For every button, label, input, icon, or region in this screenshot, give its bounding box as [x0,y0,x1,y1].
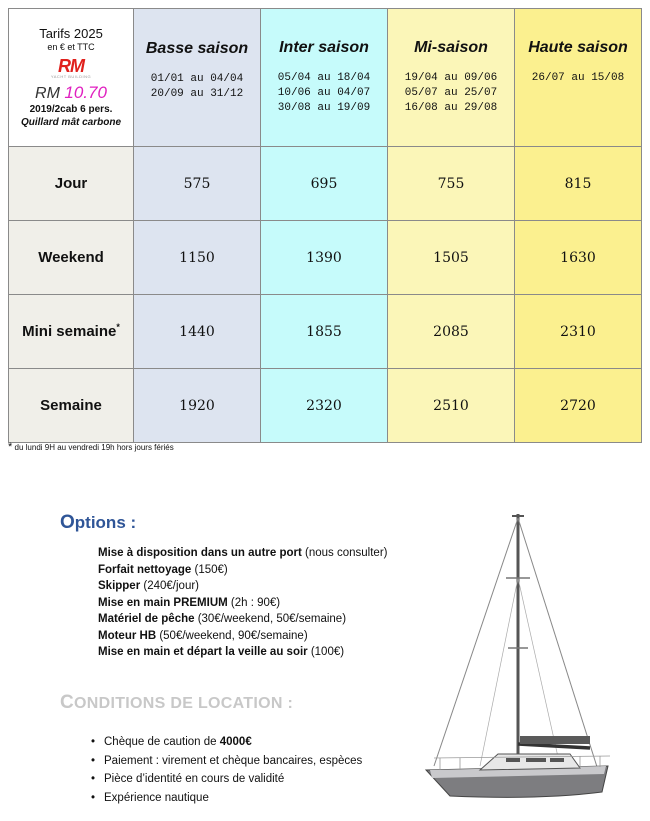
season-date: 10/06 au 04/07 [277,87,371,99]
option-name: Moteur HB [98,629,157,642]
season-name: Inter saison [279,39,369,56]
option-detail: (100€) [307,646,345,658]
price-cell: 815 [564,175,592,192]
conditions-title [60,692,293,714]
tariff-table [8,8,642,443]
row-label-cell [9,369,134,443]
season-basse [134,9,261,147]
option-detail: (50€/weekend, 90€/semaine) [156,629,308,642]
spec-line-1: 2019/2cab 6 pers. [29,104,113,115]
condition-text: Expérience nautique [104,791,209,804]
conditions-title-initial: C [60,692,75,713]
tariff-subtitle: en € et TTC [47,42,95,52]
condition-bold: 4000€ [219,736,252,748]
list-item [98,595,387,612]
season-inter [261,9,388,147]
option-name: Mise en main et départ la veille au soir [98,646,308,658]
list-item [104,789,362,808]
price-cell: 1630 [560,249,596,266]
condition-text: Paiement : virement et chèque bancaires, espèces [104,754,363,767]
price-cell: 2510 [433,397,469,414]
list-item [98,644,387,661]
list-item [98,578,387,595]
season-name: Haute saison [528,39,628,56]
list-item [98,545,387,562]
season-date: 05/04 au 18/04 [277,72,371,84]
option-detail: (150€) [191,563,228,576]
season-dates [261,71,387,116]
spec-line-2: Quillard mât carbone [20,117,122,128]
condition-text: Chèque de caution de [104,736,220,748]
season-dates [388,71,514,116]
table-row [9,369,642,443]
options-title-rest: ptions : [74,513,137,532]
row-label-cell [9,147,134,221]
condition-text: Pièce d’identité en cours de validité [104,773,285,785]
options-title [60,512,136,534]
sailboat-illustration [420,508,620,808]
options-title-initial: O [60,512,75,533]
price-cell: 755 [437,175,465,192]
tariff-header-cell [9,9,134,147]
footnote-text: du lundi 9H au vendredi 19h hors jours fériés [14,443,174,452]
rm-logo [48,58,94,80]
price-cell: 695 [310,175,338,192]
options-list [98,545,387,661]
option-name: Matériel de pêche [98,613,195,625]
season-dates [515,71,641,86]
season-dates [134,72,260,102]
option-name: Skipper [98,580,141,592]
option-name: Forfait nettoyage [98,563,192,576]
row-label-cell [9,295,134,369]
row-label: Weekend [38,248,104,266]
tariff-title: Tarifs 2025 [39,26,103,41]
list-item [104,770,362,789]
season-name: Mi-saison [414,39,488,56]
conditions-title-rest: ONDITIONS DE LOCATION : [74,695,294,712]
price-cell: 2310 [560,323,596,340]
footnote-marker: * [116,322,120,332]
footnote-star: * [8,441,13,453]
price-cell: 2720 [560,397,596,414]
list-item [98,562,387,579]
conditions-list [104,733,362,807]
list-item [104,752,362,771]
price-cell: 575 [183,175,211,192]
price-cell: 1920 [179,397,215,414]
footnote [8,441,174,453]
row-label-text: Mini semaine [22,323,117,340]
model-size: 10.70 [64,83,107,102]
list-item [98,611,387,628]
season-name: Basse saison [145,39,249,57]
option-detail: (2h : 90€) [227,596,281,609]
price-cell: 2085 [433,323,469,340]
season-date: 26/07 au 15/08 [531,72,625,84]
row-label [22,323,120,340]
season-date: 30/08 au 19/09 [277,102,371,114]
row-label: Jour [54,174,88,192]
model-line [9,83,133,103]
season-date: 16/08 au 29/08 [404,102,498,114]
season-date: 01/01 au 04/04 [150,72,244,85]
logo-tagline: YACHT BUILDING [50,74,92,79]
price-cell: 1505 [433,249,469,266]
option-detail: (240€/jour) [140,580,199,592]
option-detail: (nous consulter) [301,547,388,559]
option-name: Mise en main PREMIUM [98,596,228,609]
row-label: Semaine [40,396,102,414]
season-date: 05/07 au 25/07 [404,87,498,99]
season-date: 19/04 au 09/06 [404,72,498,84]
row-label-cell [9,221,134,295]
price-cell: 1440 [179,323,215,340]
list-item [104,733,362,752]
table-row [9,295,642,369]
price-cell: 1390 [306,249,342,266]
season-haute [515,9,642,147]
logo-text: RM [58,56,84,76]
season-mi [388,9,515,147]
option-name: Mise à disposition dans un autre port [98,547,302,559]
option-detail: (30€/weekend, 50€/semaine) [194,613,347,625]
model-name: RM [35,85,60,102]
table-row [9,147,642,221]
price-cell: 1855 [306,323,342,340]
price-cell: 2320 [306,397,342,414]
price-cell: 1150 [179,249,215,266]
table-row [9,221,642,295]
list-item [98,628,387,645]
season-header-row [9,9,642,147]
season-date: 20/09 au 31/12 [150,87,244,100]
